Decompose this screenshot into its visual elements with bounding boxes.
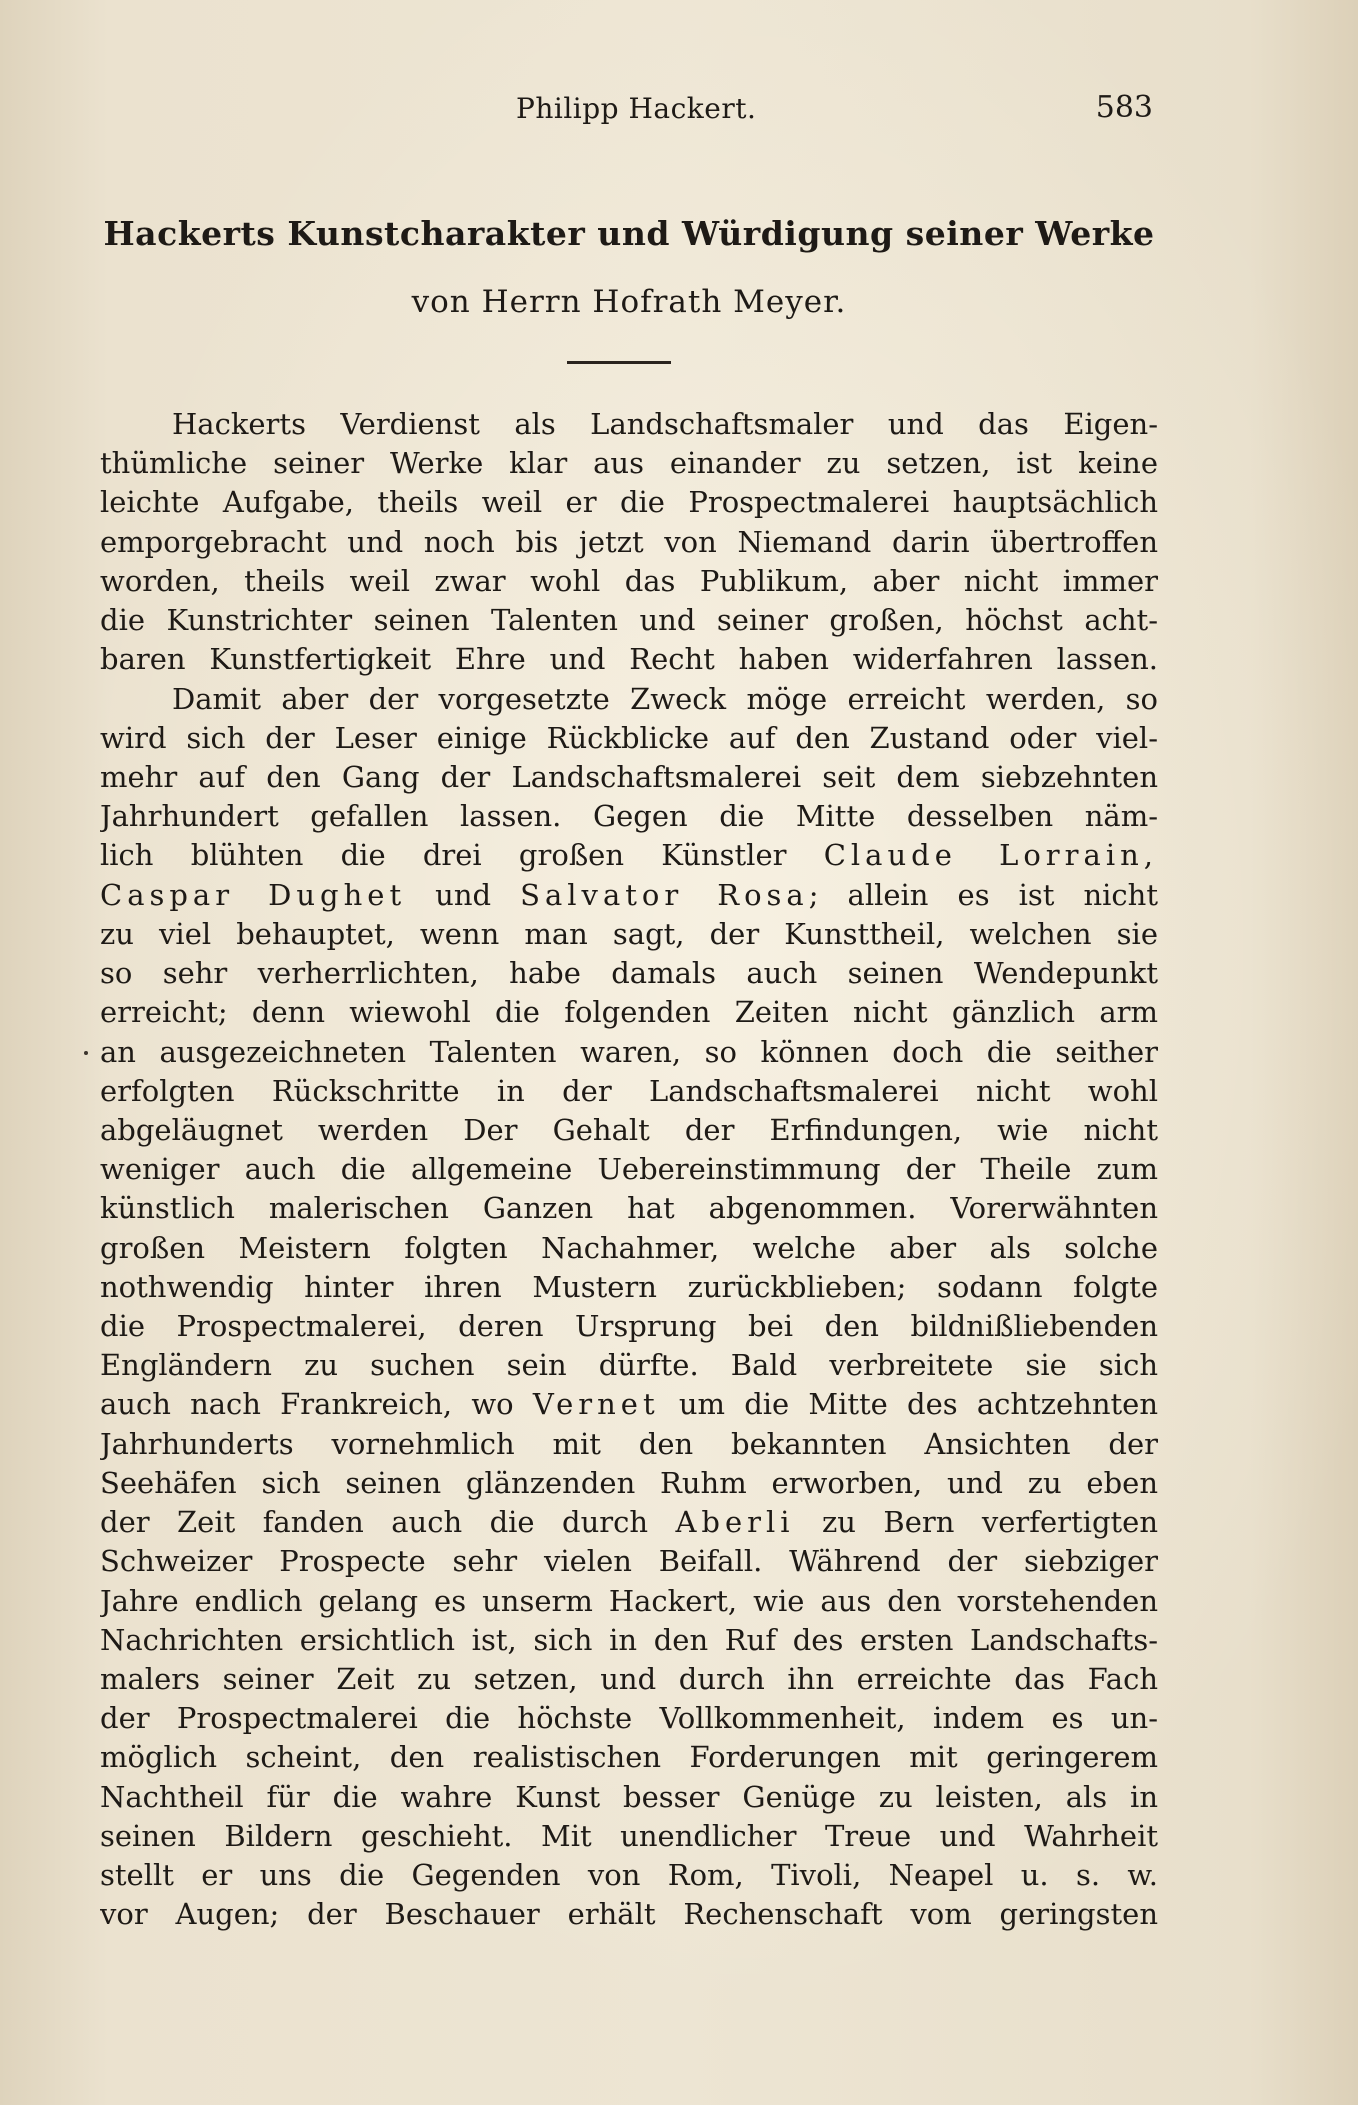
artist-name-claude-lorrain: Claude Lorrain, <box>823 838 1158 873</box>
text-line: großen Meistern folgten Nachahmer, welche aber als solche <box>100 1230 1158 1265</box>
artist-name-vernet: Vernet <box>532 1387 660 1422</box>
text-line: emporgebracht und noch bis jetzt von Niemand darin übertroffen <box>100 524 1158 559</box>
text-line: Nachrichten ersichtlich ist, sich in den Ruf des ersten Landschafts- <box>100 1622 1158 1657</box>
text-line: Jahrhundert gefallen lassen. Gegen die Mitte desselben näm- <box>100 799 1158 834</box>
text-run: lich blühten die drei großen Künstler <box>100 838 824 873</box>
text-line: erfolgten Rückschritte in der Landschaftsmalerei nicht wohl <box>100 1073 1158 1108</box>
text-run: der Zeit fanden auch die durch <box>100 1505 676 1540</box>
text-line: wird sich der Leser einige Rückblicke auf den Zustand oder viel- <box>100 720 1158 755</box>
text-line: weniger auch die allgemeine Uebereinstimmung der Theile zum <box>100 1152 1158 1187</box>
text-line: Damit aber der vorgesetzte Zweck möge erreicht werden, so <box>172 681 1158 716</box>
text-line: baren Kunstfertigkeit Ehre und Recht haben widerfahren lassen. <box>100 642 1158 677</box>
text-line: mehr auf den Gang der Landschaftsmalerei seit dem siebzehnten <box>100 759 1158 794</box>
text-line <box>100 876 1158 915</box>
page-number: 583 <box>1095 90 1153 125</box>
text-line: zu viel behauptet, wenn man sagt, der Kunsttheil, welchen sie <box>100 916 1158 951</box>
text-line: die Kunstrichter seinen Talenten und seiner großen, höchst acht- <box>100 603 1158 638</box>
text-line: Schweizer Prospecte sehr vielen Beifall. Während der siebziger <box>100 1544 1158 1579</box>
text-run: um die Mitte des achtzehnten <box>659 1387 1158 1422</box>
text-line <box>100 836 1158 875</box>
text-line: seinen Bildern geschieht. Mit unendlicher Treue und Wahrheit <box>100 1818 1158 1853</box>
text-line: vor Augen; der Beschauer erhält Rechenschaft vom geringsten <box>100 1897 1158 1932</box>
text-line: worden, theils weil zwar wohl das Publikum, aber nicht immer <box>100 563 1158 598</box>
text-line <box>100 1385 1158 1424</box>
article-subtitle: von Herrn Hofrath Meyer. <box>411 284 847 320</box>
artist-name-caspar-dughet: Caspar Dughet <box>100 877 407 912</box>
text-line: möglich scheint, den realistischen Forderungen mit geringerem <box>100 1740 1158 1775</box>
artist-name-salvator-rosa: Salvator Rosa <box>520 877 809 912</box>
text-line: Engländern zu suchen sein dürfte. Bald verbreitete sie sich <box>100 1348 1158 1383</box>
text-line: Nachtheil für die wahre Kunst besser Genüge zu leisten, als in <box>100 1779 1158 1814</box>
text-line: Hackerts Verdienst als Landschaftsmaler und das Eigen- <box>172 407 1158 441</box>
text-line: die Prospectmalerei, deren Ursprung bei den bildnißliebenden <box>100 1309 1158 1344</box>
running-head: Philipp Hackert. <box>516 92 757 125</box>
text-line: Jahrhunderts vornehmlich mit den bekannten Ansichten der <box>100 1426 1158 1461</box>
text-line: abgeläugnet werden Der Gehalt der Erfindungen, wie nicht <box>100 1112 1158 1147</box>
text-line: stellt er uns die Gegenden von Rom, Tivoli, Neapel u. s. w. <box>100 1858 1158 1893</box>
text-line: so sehr verherrlichten, habe damals auch seinen Wendepunkt <box>100 956 1158 991</box>
ink-speck <box>84 1051 88 1055</box>
text-line: der Prospectmalerei die höchste Vollkommenheit, indem es un- <box>100 1701 1158 1736</box>
text-line: Jahre endlich gelang es unserm Hackert, wie aus den vorstehenden <box>100 1583 1158 1618</box>
text-run: ; allein es ist nicht <box>808 877 1158 912</box>
text-line: leichte Aufgabe, theils weil er die Prospectmalerei hauptsächlich <box>100 485 1158 520</box>
text-run: und <box>406 877 521 912</box>
artist-name-aberli: Aberli <box>675 1505 795 1540</box>
text-line: thümliche seiner Werke klar aus einander zu setzen, ist keine <box>100 446 1158 481</box>
body-text <box>100 405 1158 1935</box>
text-run: zu Bern verfertigten <box>794 1505 1158 1540</box>
text-line: nothwendig hinter ihren Mustern zurückblieben; sodann folgte <box>100 1269 1158 1304</box>
text-run: auch nach Frankreich, wo <box>100 1387 533 1422</box>
text-line: Seehäfen sich seinen glänzenden Ruhm erworben, und zu eben <box>100 1465 1158 1500</box>
text-line: malers seiner Zeit zu setzen, und durch ihn erreichte das Fach <box>100 1662 1158 1696</box>
article-title: Hackerts Kunstcharakter und Würdigung seiner Werke <box>103 214 1155 253</box>
title-divider-rule <box>567 361 671 364</box>
text-line: erreicht; denn wiewohl die folgenden Zeiten nicht gänzlich arm <box>100 995 1158 1030</box>
text-line: an ausgezeichneten Talenten waren, so können doch die seither <box>100 1034 1158 1069</box>
text-line: künstlich malerischen Ganzen hat abgenommen. Vorerwähnten <box>100 1191 1158 1226</box>
text-line <box>100 1503 1158 1542</box>
